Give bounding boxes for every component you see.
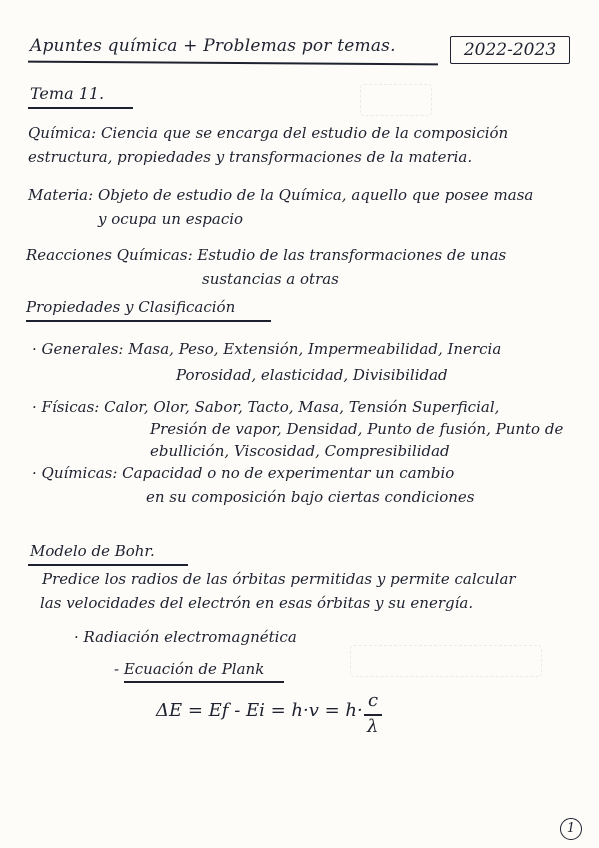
bohr-underline [28, 564, 188, 566]
page-title: Apuntes química + Problemas por temas. [30, 36, 396, 56]
fisicas-line-1: · Físicas: Calor, Olor, Sabor, Tacto, Masa, Tensión Superficial, [32, 398, 500, 416]
tema-underline [28, 107, 133, 109]
plank-underline [124, 681, 284, 683]
formula-numerator: c [368, 690, 379, 711]
quimicas-line-2: en su composición bajo ciertas condiciones [146, 488, 475, 506]
bleed-through-mark [360, 84, 432, 116]
def-reacciones-line-2: sustancias a otras [202, 270, 339, 288]
def-quimica-line-2: estructura, propiedades y transformaciones de la materia. [28, 148, 473, 166]
fisicas-line-2: Presión de vapor, Densidad, Punto de fusión, Punto de [150, 420, 564, 438]
bohr-desc-line-2: las velocidades del electrón en esas órbitas y su energía. [40, 594, 474, 612]
propiedades-heading: Propiedades y Clasificación [26, 298, 236, 316]
title-underline [28, 61, 438, 65]
formula-denominator: λ [367, 716, 379, 737]
year-box: 2022-2023 [450, 36, 570, 64]
bohr-heading: Modelo de Bohr. [30, 542, 155, 560]
def-quimica-line-1: Química: Ciencia que se encarga del estudio de la composición [28, 124, 509, 142]
plank-subheading: - Ecuación de Plank [114, 660, 265, 678]
bohr-desc-line-1: Predice los radios de las órbitas permitidas y permite calcular [42, 570, 516, 588]
bleed-through-mark [350, 645, 542, 677]
fisicas-line-3: ebullición, Viscosidad, Compresibilidad [150, 442, 450, 460]
def-materia-line-2: y ocupa un espacio [98, 210, 244, 228]
generales-line-1: · Generales: Masa, Peso, Extensión, Impermeabilidad, Inercia [32, 340, 502, 358]
planck-formula: ΔE = Ef - Ei = h·v = h· [156, 700, 363, 721]
propiedades-underline [26, 320, 271, 322]
radiacion-bullet: · Radiación electromagnética [74, 628, 297, 646]
quimicas-line-1: · Químicas: Capacidad o no de experimentar un cambio [32, 464, 455, 482]
generales-line-2: Porosidad, elasticidad, Divisibilidad [176, 366, 448, 384]
tema-heading: Tema 11. [30, 84, 105, 103]
page-number: 1 [560, 818, 582, 840]
def-materia-line-1: Materia: Objeto de estudio de la Química, aquello que posee masa [28, 186, 534, 204]
def-reacciones-line-1: Reacciones Químicas: Estudio de las transformaciones de unas [26, 246, 507, 264]
